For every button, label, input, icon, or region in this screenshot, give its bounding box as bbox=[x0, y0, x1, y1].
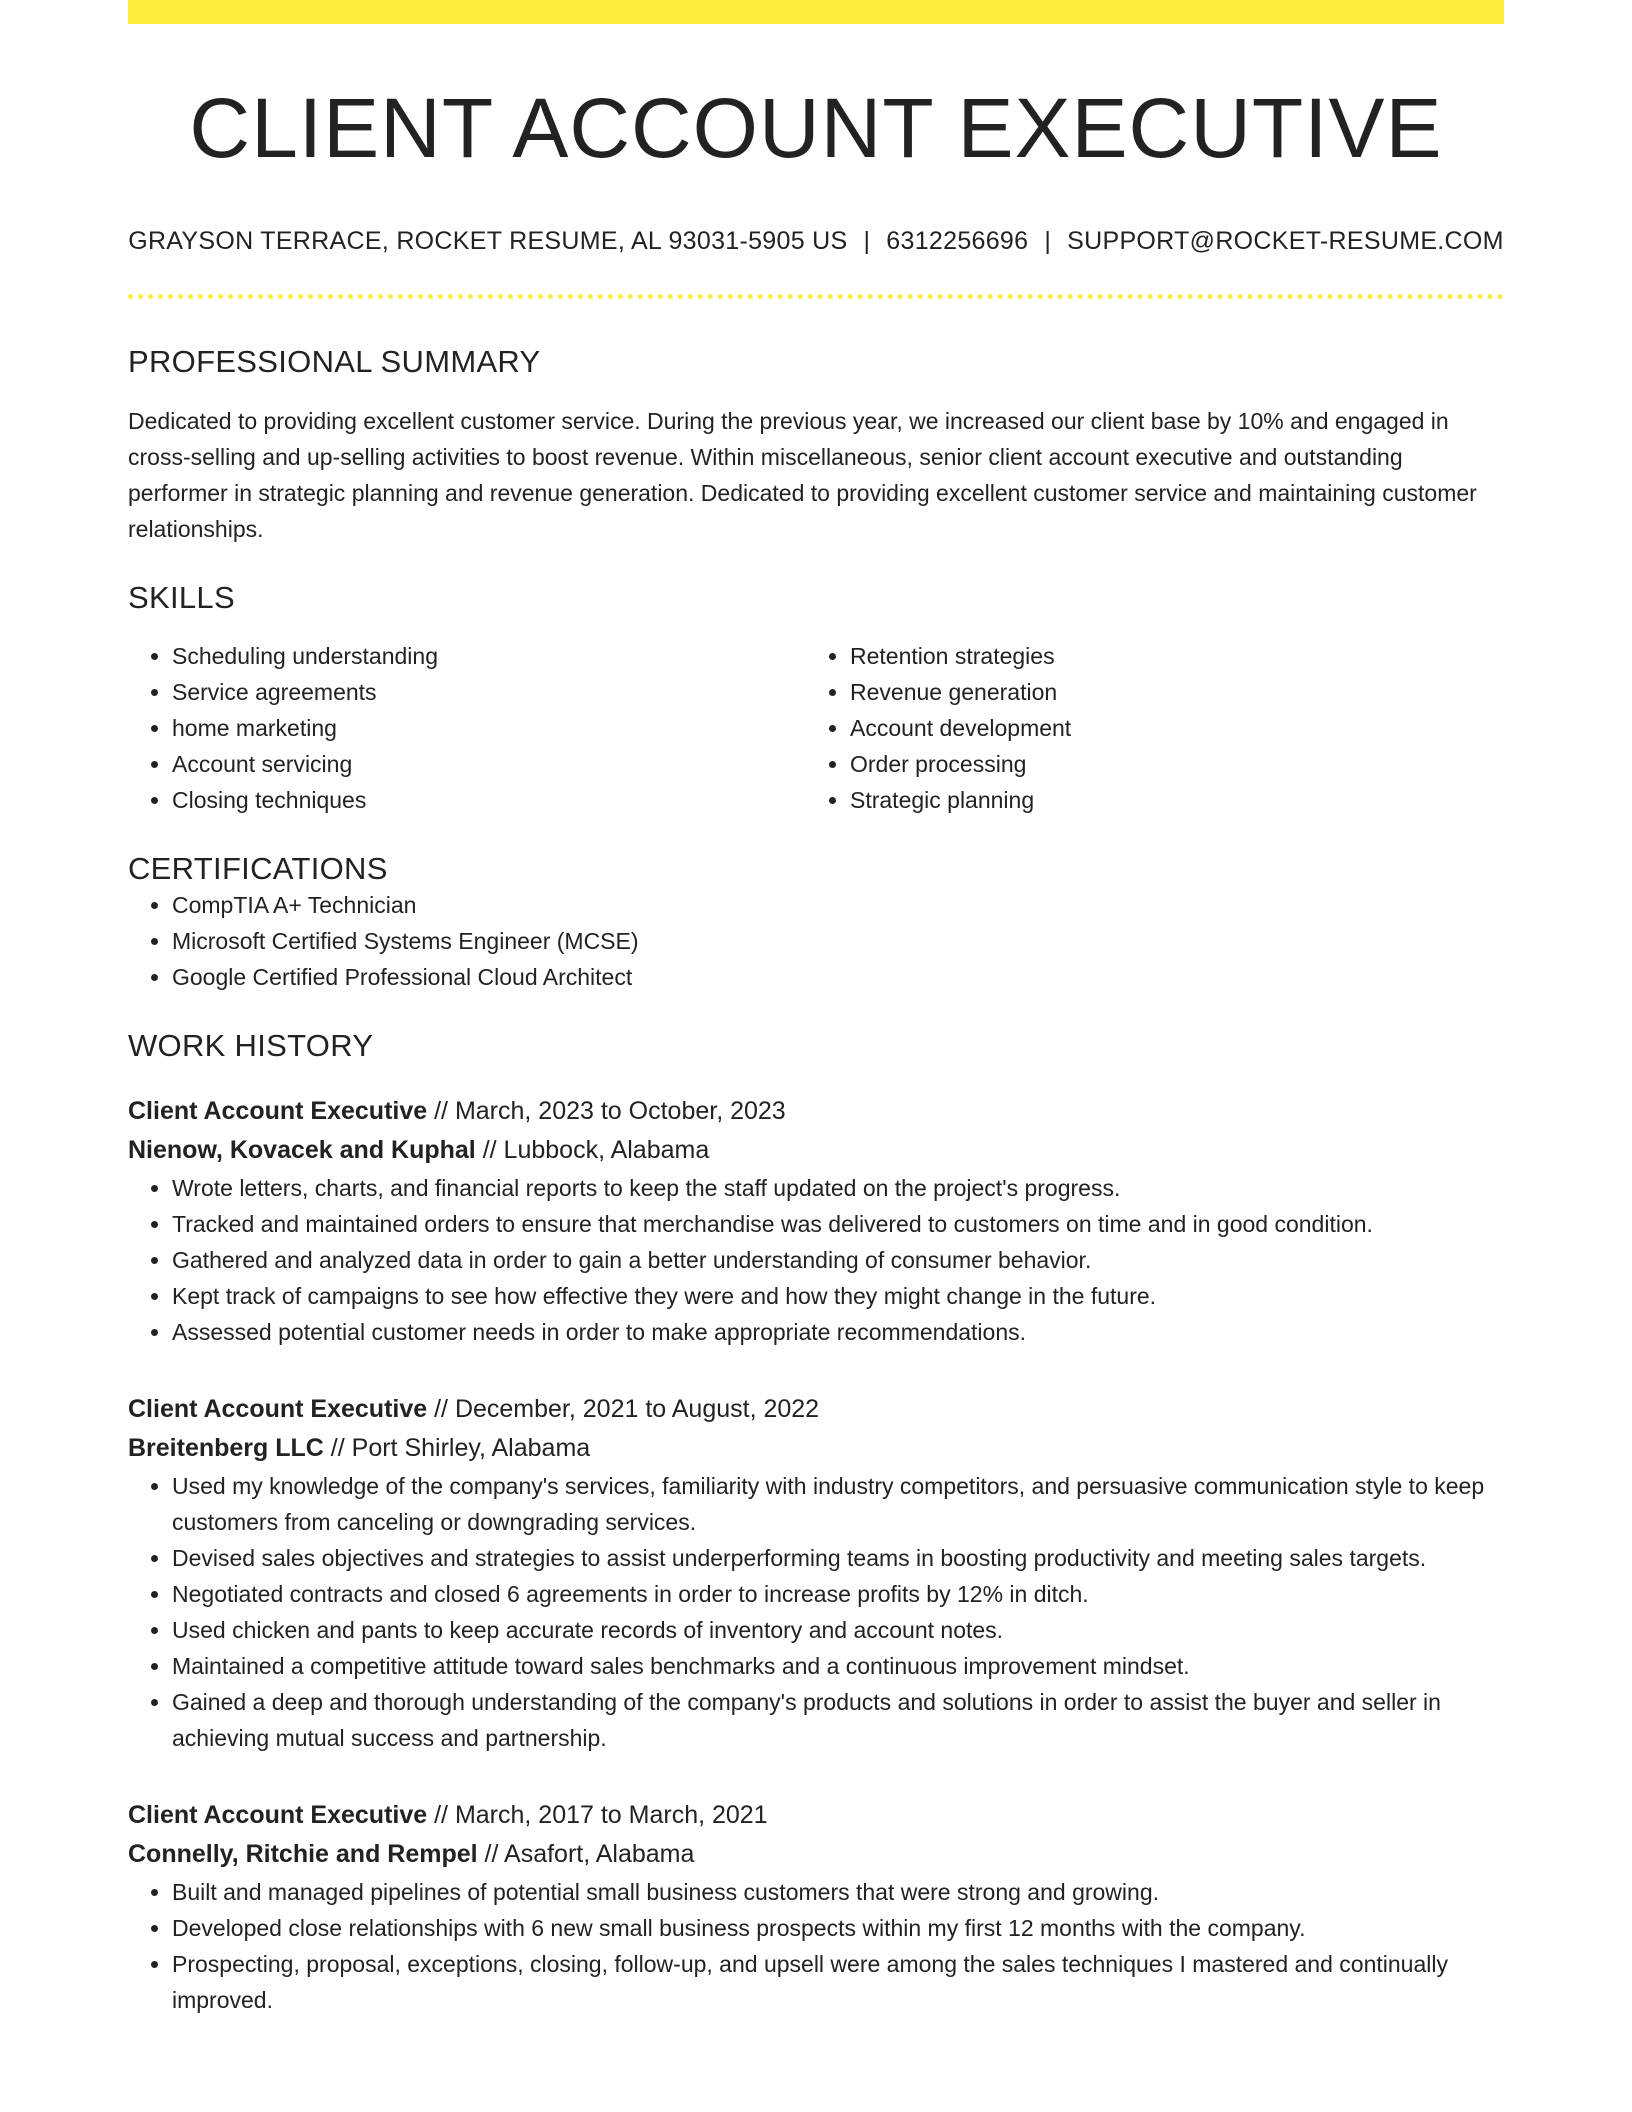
resume-title: CLIENT ACCOUNT EXECUTIVE bbox=[189, 81, 1443, 175]
job-bullets bbox=[128, 1170, 1504, 1350]
job-location: // Lubbock, Alabama bbox=[475, 1136, 710, 1165]
job-entry bbox=[128, 1092, 1504, 1350]
skill-item: • Retention strategies bbox=[850, 638, 1484, 674]
skill-item: • Account development bbox=[850, 710, 1484, 746]
job-bullet: • Built and managed pipelines of potential small business customers that were strong and growing. bbox=[172, 1874, 1504, 1910]
job-bullet: • Developed close relationships with 6 new small business prospects within my first 12 months with the company. bbox=[172, 1910, 1504, 1946]
certifications-heading: CERTIFICATIONS bbox=[128, 850, 388, 886]
job-company: Breitenberg LLC bbox=[128, 1434, 324, 1463]
certification-item: • Google Certified Professional Cloud Architect bbox=[172, 959, 1504, 995]
job-company: Nienow, Kovacek and Kuphal bbox=[128, 1136, 476, 1165]
skill-item: • home marketing bbox=[172, 710, 806, 746]
job-company-line bbox=[128, 1835, 1504, 1874]
summary-text: Dedicated to providing excellent customer service. During the previous year, we increased our client base by 10% and engaged in cross-selling and up-selling activities to boost revenue. Within miscellaneous, senior client account executive and outstanding performer in strategic planning and revenue generation. Dedicated to providing excellent customer service and maintaining customer relationships. bbox=[128, 407, 1477, 542]
skills-column-left bbox=[128, 638, 806, 818]
contact-phone: 6312256696 bbox=[886, 227, 1029, 256]
work-history-heading: WORK HISTORY bbox=[128, 1027, 374, 1063]
job-bullet: • Wrote letters, charts, and financial reports to keep the staff updated on the project's progress. bbox=[172, 1170, 1504, 1206]
contact-address: GRAYSON TERRACE, ROCKET RESUME, AL 93031-5905 US bbox=[128, 227, 848, 256]
top-accent-bar bbox=[128, 0, 1504, 24]
skills-list-right bbox=[806, 638, 1484, 818]
skills-heading: SKILLS bbox=[128, 579, 235, 615]
job-title-line bbox=[128, 1390, 1504, 1429]
dotted-divider bbox=[128, 294, 1504, 299]
contact-email: SUPPORT@ROCKET-RESUME.COM bbox=[1067, 227, 1504, 256]
job-bullet: • Prospecting, proposal, exceptions, closing, follow-up, and upsell were among the sales techniques I mastered and continually improved. bbox=[172, 1946, 1504, 2018]
job-bullet: • Used my knowledge of the company's services, familiarity with industry competitors, and persuasive communication style to keep customers from canceling or downgrading services. bbox=[172, 1468, 1504, 1540]
skill-item: • Revenue generation bbox=[850, 674, 1484, 710]
skill-item: • Scheduling understanding bbox=[172, 638, 806, 674]
job-bullet: • Tracked and maintained orders to ensure that merchandise was delivered to customers on time and in good condition. bbox=[172, 1206, 1504, 1242]
job-entry bbox=[128, 1796, 1504, 2018]
contact-separator: | bbox=[1044, 227, 1052, 256]
job-bullet: • Maintained a competitive attitude toward sales benchmarks and a continuous improvement mindset. bbox=[172, 1648, 1504, 1684]
resume-page bbox=[128, 0, 1504, 2018]
job-dates: // March, 2017 to March, 2021 bbox=[427, 1801, 768, 1830]
job-bullet: • Kept track of campaigns to see how effective they were and how they might change in the future. bbox=[172, 1278, 1504, 1314]
contact-line bbox=[128, 226, 1504, 256]
certifications-list bbox=[128, 887, 1504, 995]
job-dates: // December, 2021 to August, 2022 bbox=[427, 1395, 820, 1424]
job-location: // Port Shirley, Alabama bbox=[323, 1434, 591, 1463]
job-bullets bbox=[128, 1874, 1504, 2018]
job-bullet: • Assessed potential customer needs in order to make appropriate recommendations. bbox=[172, 1314, 1504, 1350]
job-role: Client Account Executive bbox=[128, 1097, 428, 1126]
skill-item: • Strategic planning bbox=[850, 782, 1484, 818]
job-bullet: • Gathered and analyzed data in order to gain a better understanding of consumer behavior. bbox=[172, 1242, 1504, 1278]
job-title-line bbox=[128, 1092, 1504, 1131]
job-location: // Asafort, Alabama bbox=[477, 1840, 695, 1869]
job-bullet: • Negotiated contracts and closed 6 agreements in order to increase profits by 12% in ditch. bbox=[172, 1576, 1504, 1612]
job-entry bbox=[128, 1390, 1504, 1756]
job-role: Client Account Executive bbox=[128, 1801, 428, 1830]
job-role: Client Account Executive bbox=[128, 1395, 428, 1424]
contact-separator: | bbox=[863, 227, 871, 256]
job-company: Connelly, Ritchie and Rempel bbox=[128, 1840, 478, 1869]
job-bullets bbox=[128, 1468, 1504, 1756]
certification-item: • Microsoft Certified Systems Engineer (MCSE) bbox=[172, 923, 1504, 959]
job-company-line bbox=[128, 1131, 1504, 1170]
job-bullet: • Used chicken and pants to keep accurate records of inventory and account notes. bbox=[172, 1612, 1504, 1648]
skill-item: • Closing techniques bbox=[172, 782, 806, 818]
skills-columns bbox=[128, 638, 1504, 818]
job-bullet: • Devised sales objectives and strategies to assist underperforming teams in boosting productivity and meeting sales targets. bbox=[172, 1540, 1504, 1576]
skill-item: • Order processing bbox=[850, 746, 1484, 782]
job-dates: // March, 2023 to October, 2023 bbox=[427, 1097, 786, 1126]
job-company-line bbox=[128, 1429, 1504, 1468]
skill-item: • Service agreements bbox=[172, 674, 806, 710]
certification-item: • CompTIA A+ Technician bbox=[172, 887, 1504, 923]
skill-item: • Account servicing bbox=[172, 746, 806, 782]
job-bullet: • Gained a deep and thorough understanding of the company's products and solutions in order to assist the buyer and seller in achieving mutual success and partnership. bbox=[172, 1684, 1504, 1756]
summary-heading: PROFESSIONAL SUMMARY bbox=[128, 344, 541, 380]
skills-column-right bbox=[806, 638, 1484, 818]
job-title-line bbox=[128, 1796, 1504, 1835]
skills-list-left bbox=[128, 638, 806, 818]
